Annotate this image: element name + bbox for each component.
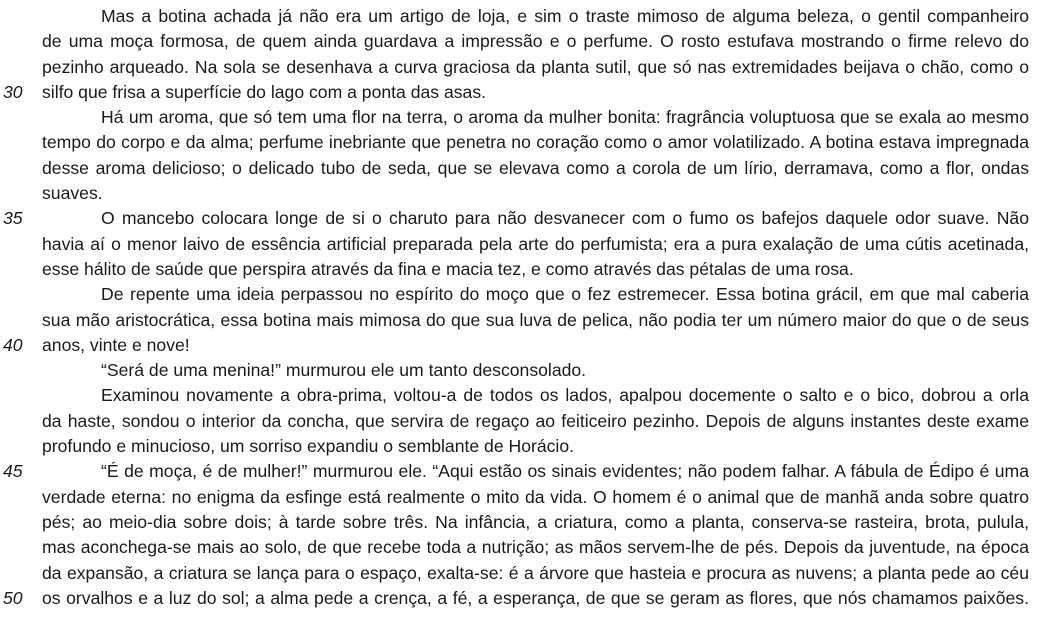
text-line: pezinho arqueado. Na sola se desenhava a curva graciosa da planta sutil, que só nas extremidades beijava o chão, como o [42,56,1029,77]
text-line: os orvalhos e a luz do sol; a alma pede a crença, a fé, a esperança, de que se geram as flores, que nós chamamos paixões. [42,587,1029,608]
text-line: verdade eterna: no enigma da esfinge está realmente o mito da vida. O homem é o animal que de manhã anda sobre quatro [42,486,1029,507]
text-line: da expansão, a criatura se lança para o espaço, exalta-se: é a árvore que hasteia e procura as nuvens; a planta pede ao céu [42,562,1029,583]
text-line: pés; ao meio-dia sobre dois; à tarde sobre três. Na infância, a criatura, como a planta, conserva-se rasteira, brota, pulula, [42,511,1029,532]
text-line: profundo e minucioso, um sorriso expandiu o semblante de Horácio. [42,436,575,457]
line-number: 40 [3,334,23,355]
text-line: da haste, sondou o interior da concha, que servira de regaço ao feiticeiro pezinho. Depois de alguns instantes deste exame [42,410,1029,431]
line-number: 35 [3,208,23,229]
text-line: “Será de uma menina!” murmurou ele um tanto desconsolado. [101,360,587,381]
text-line: O mancebo colocara longe de si o charuto para não desvanecer com o fumo os bafejos daquele odor suave. Não [101,208,1029,229]
text-line: de uma moça formosa, de quem ainda guardava a impressão e o perfume. O rosto estufava mostrando o firme relevo do [42,31,1029,52]
text-line: havia aí o menor laivo de essência artificial preparada pela arte do perfumista; era a pura exalação de uma cútis acetinada, [42,233,1029,254]
text-line: Examinou novamente a obra-prima, voltou-a de todos os lados, apalpou docemente o salto e o bico, dobrou a orla [101,385,1029,406]
body-text [42,4,1029,611]
text-line: suaves. [42,183,103,204]
line-number: 50 [3,587,23,608]
text-line: “É de moça, é de mulher!” murmurou ele. “Aqui estão os sinais evidentes; não podem falhar. A fábula de Édipo é uma [101,461,1029,482]
text-line: tempo do corpo e da alma; perfume inebriante que penetra no coração como o amor volatilizado. A botina estava impregnada [42,132,1029,153]
text-line: sua mão aristocrática, essa botina mais mimosa do que sua luva de pelica, não podia ter um número maior do que o de seus [42,309,1029,330]
line-number: 45 [3,461,23,482]
line-number: 30 [3,81,23,102]
text-line: anos, vinte e nove! [42,334,190,355]
text-line: De repente uma ideia perpassou no espírito do moço que o fez estremecer. Essa botina grácil, em que mal caberia [101,284,1029,305]
text-line: silfo que frisa a superfície do lago com a ponta das asas. [42,81,487,102]
text-line: mas aconchega-se mais ao solo, de que recebe toda a nutrição; as mãos servem-lhe de pés. Depois da juventude, na época [42,537,1029,558]
text-line: desse aroma delicioso; o delicado tubo de seda, que se elevava como a corola de um lírio, derramava, como a flor, ondas [42,157,1029,178]
text-line: Mas a botina achada já não era um artigo de loja, e sim o traste mimoso de alguma beleza, o gentil companheiro [101,6,1029,26]
text-line: Há um aroma, que só tem uma flor na terra, o aroma da mulher bonita: fragrância voluptuosa que se exala ao mesmo [101,107,1029,128]
text-line: esse hálito de saúde que perspira através da fina e macia tez, e como através das pétalas de uma rosa. [42,258,854,279]
